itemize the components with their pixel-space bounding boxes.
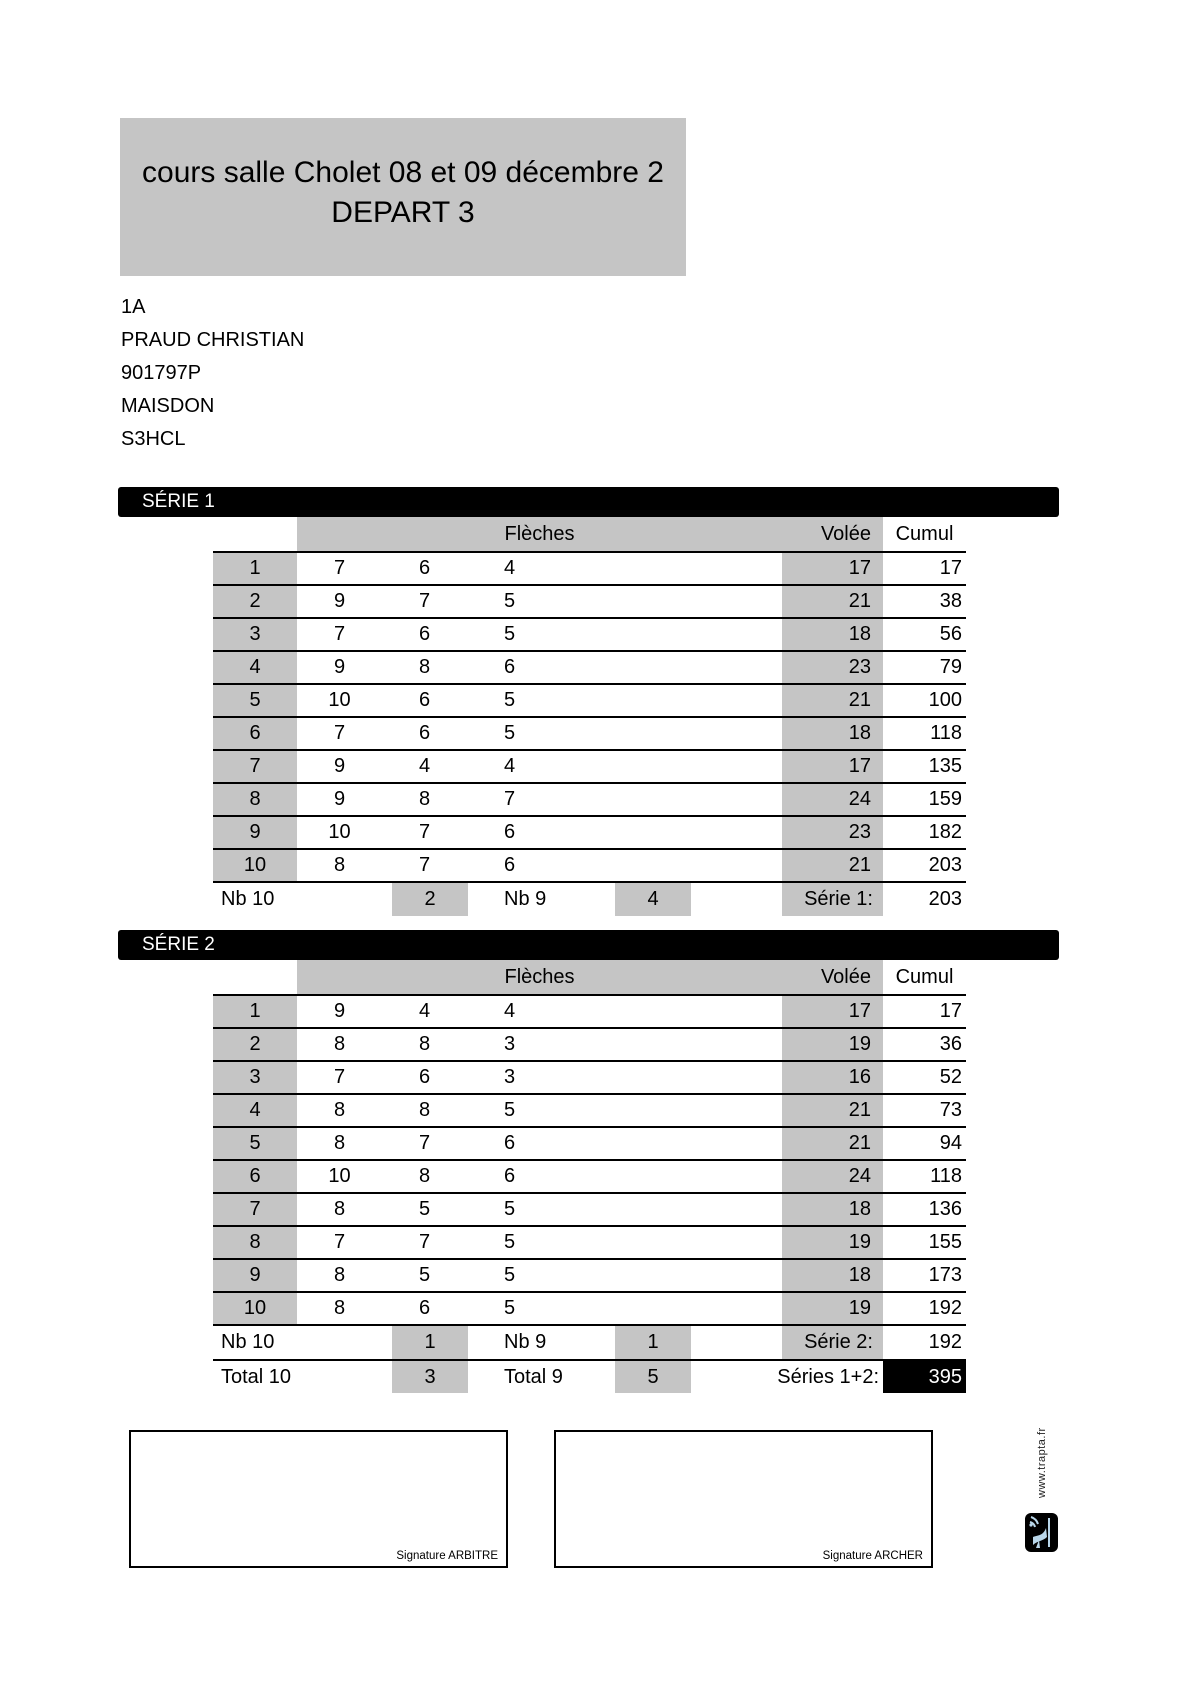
end-number: 10 — [213, 850, 297, 881]
score-row — [213, 1293, 966, 1326]
volee-header: Volée — [782, 960, 883, 994]
spacer — [691, 1326, 782, 1359]
score-row — [213, 685, 966, 718]
series-1-2-label: Séries 1+2: — [777, 1365, 879, 1388]
score-row — [213, 1062, 966, 1095]
arrow-score: 4 — [503, 1000, 516, 1022]
score-row — [213, 1260, 966, 1293]
end-number: 7 — [213, 751, 297, 782]
arrow-score: 5 — [503, 623, 516, 645]
arrow-score: 5 — [503, 1198, 516, 1220]
volee-score: 23 — [782, 817, 883, 848]
score-row — [213, 817, 966, 850]
arrow-score: 8 — [333, 1297, 346, 1319]
archer-signature-box — [554, 1430, 933, 1568]
arrow-score: 4 — [503, 755, 516, 777]
nb9-value: 4 — [615, 883, 691, 916]
arrow-score: 4 — [503, 557, 516, 579]
score-row — [213, 1227, 966, 1260]
score-row — [213, 1095, 966, 1128]
arrow-score: 6 — [418, 623, 431, 645]
score-row — [213, 619, 966, 652]
fleches-header: Flèches — [297, 517, 782, 551]
end-number: 2 — [213, 586, 297, 617]
cumul-score: 56 — [939, 623, 962, 645]
cumul-score: 52 — [939, 1066, 962, 1088]
nb10-value: 1 — [392, 1326, 468, 1359]
spacer — [552, 1128, 782, 1159]
spacer — [552, 1062, 782, 1093]
volee-score: 19 — [782, 1293, 883, 1324]
score-row — [213, 850, 966, 883]
serie-1-title: SÉRIE 1 — [142, 491, 215, 512]
serie-2-bar — [118, 930, 1059, 960]
cumul-score: 136 — [928, 1198, 962, 1220]
cumul-score: 118 — [930, 722, 962, 744]
score-row — [213, 751, 966, 784]
end-number: 3 — [213, 619, 297, 650]
arrow-score: 5 — [503, 689, 516, 711]
arrow-score: 8 — [333, 1264, 346, 1286]
arrow-score: 8 — [333, 854, 346, 876]
volee-score: 18 — [782, 718, 883, 749]
volee-score: 18 — [782, 619, 883, 650]
volee-score: 16 — [782, 1062, 883, 1093]
cumul-score: 159 — [928, 788, 962, 810]
volee-header: Volée — [782, 517, 883, 551]
volee-score: 18 — [782, 1194, 883, 1225]
serie-1-table — [213, 517, 966, 916]
club-name: MAISDON — [121, 395, 215, 417]
serie-1-total-label: Série 1: — [782, 883, 883, 916]
nb10-label: Nb 10 — [221, 888, 275, 910]
arrow-score: 5 — [503, 1231, 516, 1253]
cumul-score: 118 — [930, 1165, 962, 1187]
cumul-score: 38 — [939, 590, 962, 612]
nb10-value: 2 — [392, 883, 468, 916]
depart-title: DEPART 3 — [331, 196, 475, 229]
end-col-header — [213, 960, 297, 994]
serie-2-title: SÉRIE 2 — [142, 934, 215, 955]
arrow-score: 6 — [418, 1297, 431, 1319]
spacer — [552, 1260, 782, 1291]
cumul-score: 100 — [928, 689, 962, 711]
arrow-score: 9 — [333, 1000, 346, 1022]
arrow-score: 8 — [333, 1132, 346, 1154]
arbitre-signature-label: Signature ARBITRE — [396, 1550, 498, 1562]
arrow-score: 6 — [418, 557, 431, 579]
serie-2-nb-row — [213, 1326, 966, 1359]
spacer — [552, 817, 782, 848]
arrow-score: 7 — [418, 854, 431, 876]
arrow-score: 3 — [503, 1033, 516, 1055]
score-row — [213, 784, 966, 817]
series-1-2-total: 395 — [883, 1361, 966, 1393]
total10-label: Total 10 — [221, 1365, 292, 1388]
arrow-score: 6 — [503, 821, 516, 843]
serie-2-table — [213, 960, 966, 1393]
total9-label: Total 9 — [504, 1365, 563, 1388]
table-header-row — [213, 960, 966, 996]
end-number: 3 — [213, 1062, 297, 1093]
arrow-score: 8 — [418, 1099, 431, 1121]
score-row — [213, 1194, 966, 1227]
score-row — [213, 1029, 966, 1062]
end-number: 9 — [213, 817, 297, 848]
serie-1-bar — [118, 487, 1059, 517]
volee-score: 21 — [782, 850, 883, 881]
spacer — [552, 1194, 782, 1225]
cumul-score: 173 — [928, 1264, 962, 1286]
spacer — [552, 1227, 782, 1258]
end-number: 10 — [213, 1293, 297, 1324]
arrow-score: 8 — [418, 1033, 431, 1055]
arrow-score: 8 — [418, 1165, 431, 1187]
arrow-score: 7 — [333, 623, 346, 645]
cumul-score: 17 — [939, 557, 962, 579]
arrow-score: 10 — [328, 1165, 351, 1187]
volee-score: 19 — [782, 1227, 883, 1258]
arrow-score: 6 — [418, 689, 431, 711]
spacer — [552, 751, 782, 782]
arrow-score: 8 — [333, 1033, 346, 1055]
spacer — [552, 1293, 782, 1324]
nb10-label: Nb 10 — [221, 1331, 275, 1353]
arrow-score: 5 — [418, 1264, 431, 1286]
volee-score: 21 — [782, 1128, 883, 1159]
licence-number: 901797P — [121, 362, 202, 384]
arrow-score: 7 — [418, 1231, 431, 1253]
spacer — [552, 996, 782, 1027]
volee-score: 17 — [782, 751, 883, 782]
grand-total-row — [213, 1359, 966, 1393]
end-number: 6 — [213, 718, 297, 749]
arrow-score: 7 — [333, 1066, 346, 1088]
end-number: 1 — [213, 996, 297, 1027]
fleches-header: Flèches — [297, 960, 782, 994]
arrow-score: 7 — [333, 1231, 346, 1253]
arrow-score: 7 — [333, 557, 346, 579]
arrow-score: 6 — [418, 1066, 431, 1088]
arrow-score: 10 — [328, 689, 351, 711]
arrow-score: 7 — [503, 788, 516, 810]
arrow-score: 5 — [503, 1297, 516, 1319]
arrow-score: 5 — [503, 1099, 516, 1121]
end-number: 4 — [213, 1095, 297, 1126]
arrow-score: 7 — [333, 722, 346, 744]
cumul-score: 36 — [939, 1033, 962, 1055]
volee-score: 21 — [782, 1095, 883, 1126]
score-row — [213, 586, 966, 619]
arrow-score: 8 — [333, 1198, 346, 1220]
table-header-row — [213, 517, 966, 553]
end-number: 5 — [213, 1128, 297, 1159]
cumul-score: 79 — [939, 656, 962, 678]
score-row — [213, 996, 966, 1029]
arrow-score: 4 — [418, 1000, 431, 1022]
volee-score: 18 — [782, 1260, 883, 1291]
end-number: 1 — [213, 553, 297, 584]
spacer — [552, 619, 782, 650]
volee-score: 17 — [782, 553, 883, 584]
spacer — [552, 1029, 782, 1060]
cumul-score: 94 — [939, 1132, 962, 1154]
score-row — [213, 553, 966, 586]
end-number: 6 — [213, 1161, 297, 1192]
end-number: 4 — [213, 652, 297, 683]
serie-2-total-label: Série 2: — [782, 1326, 883, 1359]
score-row — [213, 1128, 966, 1161]
nb9-value: 1 — [615, 1326, 691, 1359]
arrow-score: 9 — [333, 788, 346, 810]
serie-2-rows — [213, 996, 966, 1326]
arbitre-signature-box — [129, 1430, 508, 1568]
arrow-score: 6 — [503, 1165, 516, 1187]
serie-1-rows — [213, 553, 966, 883]
end-number: 7 — [213, 1194, 297, 1225]
volee-score: 24 — [782, 1161, 883, 1192]
arrow-score: 8 — [418, 656, 431, 678]
end-number: 9 — [213, 1260, 297, 1291]
end-number: 8 — [213, 1227, 297, 1258]
cumul-header: Cumul — [895, 965, 954, 988]
end-col-header — [213, 517, 297, 551]
cumul-score: 182 — [928, 821, 962, 843]
category-code: S3HCL — [121, 428, 186, 450]
volee-score: 19 — [782, 1029, 883, 1060]
archer-info — [121, 291, 304, 456]
arrow-score: 6 — [418, 722, 431, 744]
spacer — [552, 553, 782, 584]
spacer — [552, 586, 782, 617]
arrow-score: 10 — [328, 821, 351, 843]
volee-score: 21 — [782, 685, 883, 716]
cumul-score: 17 — [939, 1000, 962, 1022]
arrow-score: 9 — [333, 590, 346, 612]
cumul-score: 192 — [928, 1297, 962, 1319]
arrow-score: 6 — [503, 656, 516, 678]
serie-1-nb-row — [213, 883, 966, 916]
arrow-score: 7 — [418, 821, 431, 843]
spacer — [552, 850, 782, 881]
end-number: 5 — [213, 685, 297, 716]
trapta-logo-icon — [1025, 1513, 1058, 1552]
serie-2-total-value: 192 — [928, 1331, 962, 1353]
arrow-score: 3 — [503, 1066, 516, 1088]
total10-value: 3 — [392, 1361, 468, 1393]
volee-score: 23 — [782, 652, 883, 683]
volee-score: 17 — [782, 996, 883, 1027]
score-row — [213, 1161, 966, 1194]
arrow-score: 9 — [333, 755, 346, 777]
spacer — [552, 1161, 782, 1192]
end-number: 8 — [213, 784, 297, 815]
spacer — [552, 652, 782, 683]
volee-score: 21 — [782, 586, 883, 617]
serie-1-total-value: 203 — [928, 888, 962, 910]
arrow-score: 9 — [333, 656, 346, 678]
volee-score: 24 — [782, 784, 883, 815]
arrow-score: 7 — [418, 1132, 431, 1154]
spacer — [552, 1095, 782, 1126]
arrow-score: 7 — [418, 590, 431, 612]
score-row — [213, 718, 966, 751]
score-row — [213, 652, 966, 685]
arrow-score: 5 — [503, 1264, 516, 1286]
archer-name: PRAUD CHRISTIAN — [121, 329, 305, 351]
spacer — [552, 784, 782, 815]
cumul-score: 73 — [939, 1099, 962, 1121]
total9-value: 5 — [615, 1361, 691, 1393]
arrow-score: 6 — [503, 1132, 516, 1154]
spacer — [691, 883, 782, 916]
cumul-header: Cumul — [895, 522, 954, 545]
event-header-box — [120, 118, 686, 276]
arrow-score: 4 — [418, 755, 431, 777]
spacer — [552, 718, 782, 749]
cumul-score: 155 — [928, 1231, 962, 1253]
arrow-score: 5 — [418, 1198, 431, 1220]
nb9-label: Nb 9 — [504, 888, 547, 910]
event-title: cours salle Cholet 08 et 09 décembre 2 — [142, 156, 664, 189]
arrow-score: 8 — [418, 788, 431, 810]
end-number: 2 — [213, 1029, 297, 1060]
cumul-score: 203 — [928, 854, 962, 876]
spacer — [552, 685, 782, 716]
archer-signature-label: Signature ARCHER — [822, 1550, 923, 1562]
nb9-label: Nb 9 — [504, 1331, 547, 1353]
arrow-score: 8 — [333, 1099, 346, 1121]
trapta-website-text: www.trapta.fr — [1036, 1427, 1048, 1498]
arrow-score: 5 — [503, 722, 516, 744]
arrow-score: 6 — [503, 854, 516, 876]
target-number: 1A — [121, 296, 146, 318]
cumul-score: 135 — [928, 755, 962, 777]
arrow-score: 5 — [503, 590, 516, 612]
